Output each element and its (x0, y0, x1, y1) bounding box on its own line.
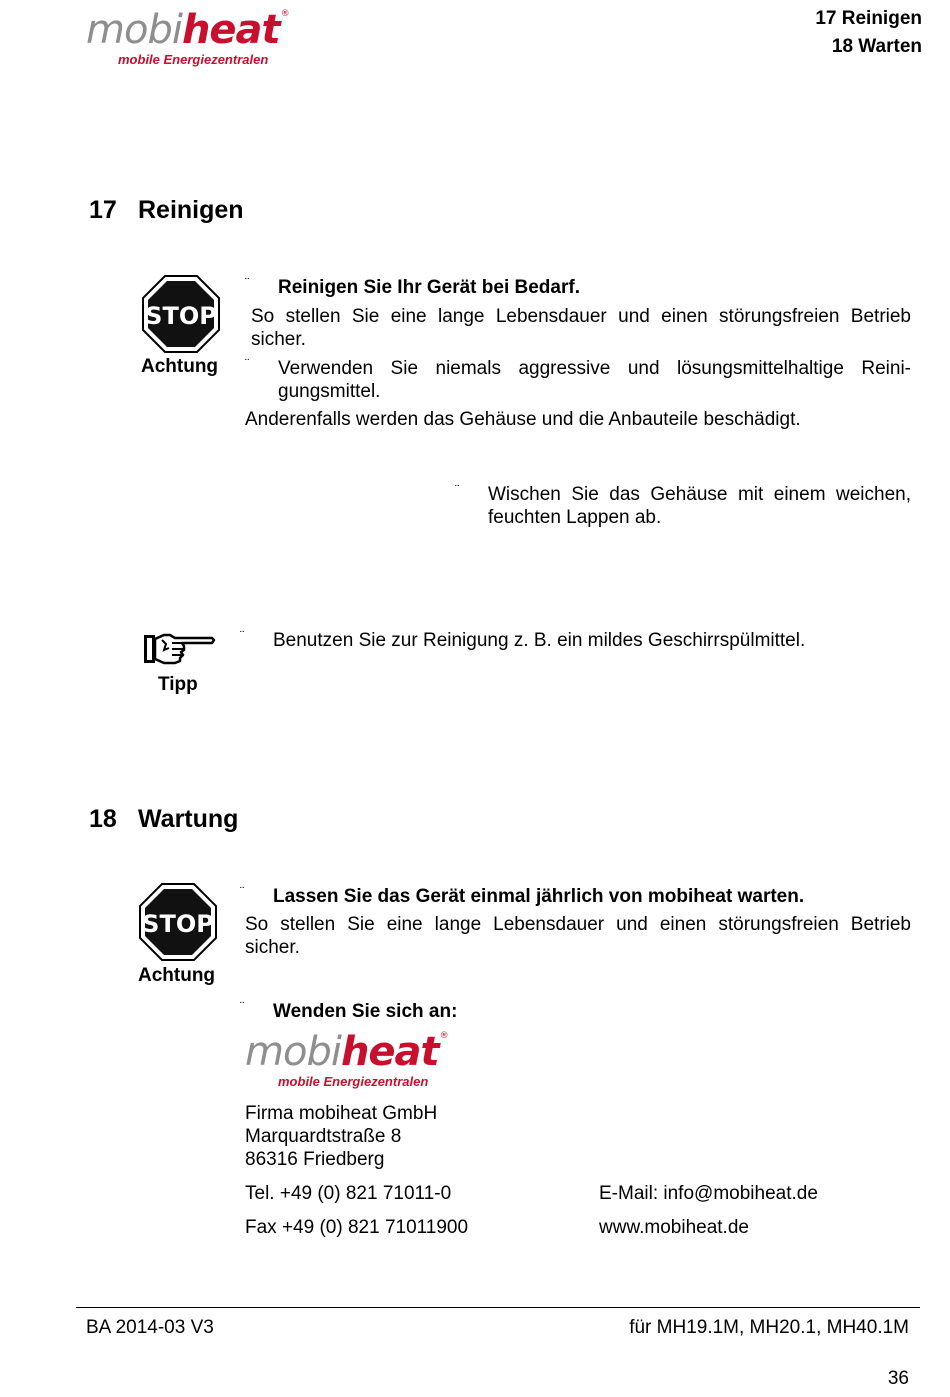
achtung-label: Achtung (138, 965, 216, 986)
stop-sign-icon (142, 275, 220, 353)
contact-city: 86316 Friedberg (245, 1149, 385, 1170)
bullet-marker: ¨ (240, 884, 245, 899)
bullet-marker: ¨ (455, 482, 460, 497)
s17-item2-text-line2: gungsmittel. (278, 381, 381, 402)
s17-item2-text-line1: Verwenden Sie niemals aggressive und lösungsmittelhaltige Reini- (278, 358, 911, 379)
s17-item1-heading: Reinigen Sie Ihr Gerät bei Bedarf. (278, 277, 580, 298)
section-18-number: 18 (89, 805, 117, 833)
logo-heat-text: heat (181, 7, 280, 53)
bullet-marker: ¨ (240, 999, 245, 1014)
stop-sign-icon (139, 883, 217, 961)
header-chapter-line2: 18 Warten (831, 36, 922, 57)
s17-item1-text-line1: So stellen Sie eine lange Lebensdauer und einen störungsfreien Betrieb (251, 306, 911, 327)
achtung-label: Achtung (141, 356, 219, 377)
s18-item1-heading: Lassen Sie das Gerät einmal jährlich von mobiheat warten. (273, 886, 805, 907)
s18-item1-text-line2: sicher. (245, 937, 300, 958)
logo-registered-mark: ® (439, 1031, 448, 1041)
logo-mobi-text: mobi (245, 1029, 341, 1075)
contact-logo (245, 1029, 448, 1089)
stop-sign-text: STOP (145, 302, 217, 330)
s17-item2-consequence: Anderenfalls werden das Gehäuse und die Anbauteile beschädigt. (245, 409, 801, 430)
bullet-marker: ¨ (245, 356, 250, 371)
contact-street: Marquardtstraße 8 (245, 1126, 402, 1147)
s17-wipe-line1: Wischen Sie das Gehäuse mit einem weichen, (488, 484, 911, 505)
bullet-marker: ¨ (240, 628, 245, 643)
contact-website: www.mobiheat.de (599, 1217, 749, 1238)
bullet-marker: ¨ (245, 275, 250, 290)
section-18-title: Wartung (138, 805, 239, 833)
logo-registered-mark: ® (280, 9, 289, 19)
s18-item2-heading: Wenden Sie sich an: (273, 1001, 458, 1022)
tipp-label: Tipp (158, 674, 198, 695)
logo-subtitle: mobile Energiezentralen (278, 1074, 429, 1089)
s18-item1-text-line1: So stellen Sie eine lange Lebensdauer und einen störungsfreien Betrieb (245, 914, 911, 935)
contact-fax: Fax +49 (0) 821 71011900 (245, 1217, 469, 1238)
logo-heat-text: heat (340, 1029, 439, 1075)
tipp-text: Benutzen Sie zur Reinigung z. B. ein mildes Geschirrspülmittel. (273, 630, 806, 651)
s17-wipe-line2: feuchten Lappen ab. (488, 507, 662, 528)
footer-divider (76, 1307, 920, 1308)
section-17-title: Reinigen (138, 196, 244, 224)
contact-phone: Tel. +49 (0) 821 71011-0 (245, 1183, 452, 1204)
logo-mobi-text: mobi (86, 7, 182, 53)
s17-item1-text-line2: sicher. (251, 329, 306, 350)
section-17-number: 17 (89, 196, 117, 224)
footer-models: für MH19.1M, MH20.1, MH40.1M (629, 1317, 909, 1338)
header-chapter-line1: 17 Reinigen (815, 8, 922, 29)
footer-document-version: BA 2014-03 V3 (86, 1317, 214, 1338)
pointing-hand-icon (142, 628, 216, 671)
contact-company: Firma mobiheat GmbH (245, 1103, 438, 1124)
contact-email: E-Mail: info@mobiheat.de (599, 1183, 818, 1204)
stop-sign-text: STOP (142, 910, 214, 938)
header-logo (86, 7, 289, 67)
page-number: 36 (887, 1368, 909, 1389)
logo-subtitle: mobile Energiezentralen (118, 52, 269, 67)
